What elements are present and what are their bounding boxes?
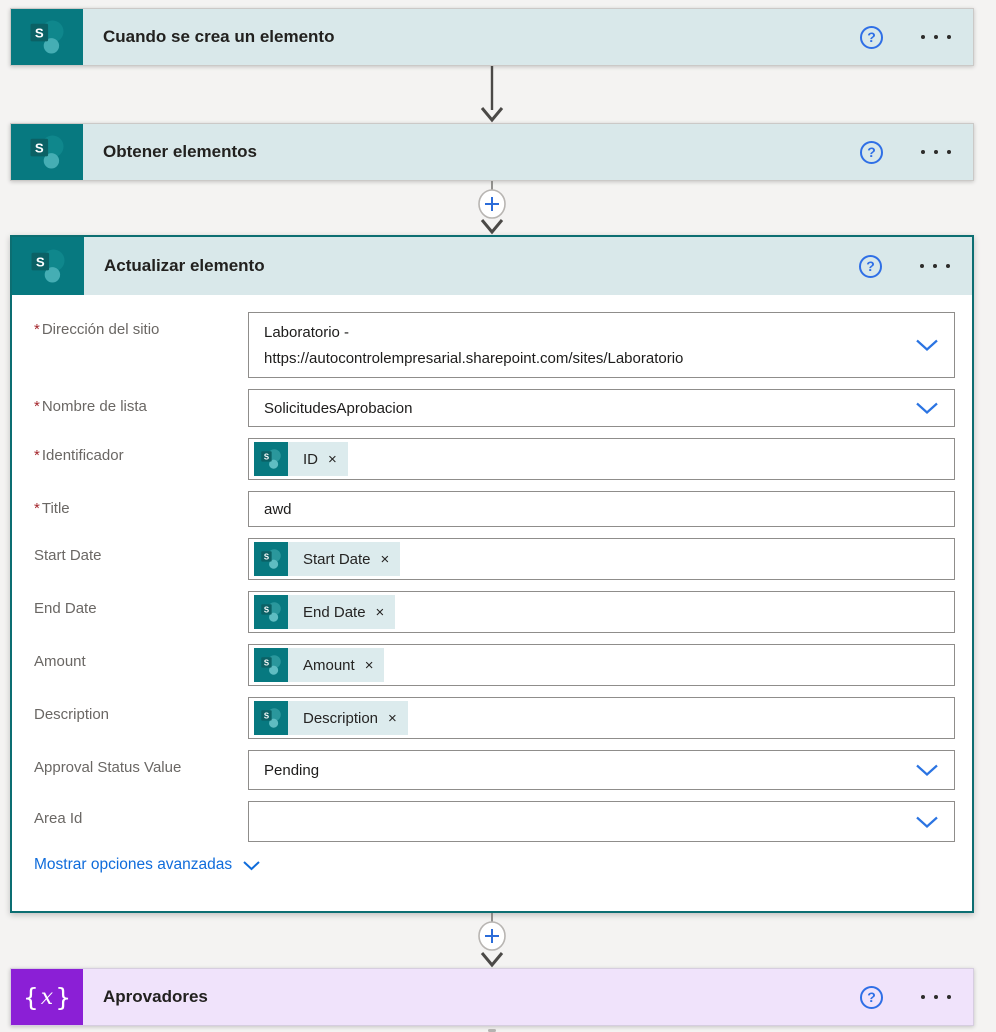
field-label: Description: [34, 706, 110, 723]
dynamic-content-token-amount[interactable]: [254, 648, 384, 682]
action-card-aprovadores[interactable]: [10, 968, 974, 1026]
field-row-start-date: [34, 538, 955, 580]
svg-text:S: S: [263, 452, 270, 462]
sharepoint-icon: [254, 442, 288, 476]
remove-token-icon[interactable]: ×: [364, 656, 374, 674]
chevron-down-icon[interactable]: [915, 402, 939, 415]
remove-token-icon[interactable]: ×: [328, 450, 337, 468]
field-row-description: [34, 697, 955, 739]
remove-token-icon[interactable]: ×: [388, 709, 397, 727]
dynamic-content-token-end-date[interactable]: [254, 595, 395, 629]
field-label: End Date: [34, 600, 97, 617]
field-row-direccion-del-sitio: [34, 312, 955, 378]
svg-text:S: S: [263, 605, 270, 615]
field-row-approval-status-value: [34, 750, 955, 790]
field-row-title: [34, 491, 955, 527]
field-label: * Dirección del sitio: [34, 321, 160, 338]
sharepoint-icon: [11, 9, 83, 65]
trigger-card-cuando-se-crea-un-elemento[interactable]: [10, 8, 974, 66]
dynamic-content-token-description[interactable]: [254, 701, 408, 735]
svg-text:S: S: [263, 711, 270, 721]
action-card-actualizar-elemento[interactable]: [10, 235, 974, 913]
more-options-icon[interactable]: [918, 258, 952, 274]
required-marker: *: [34, 321, 40, 338]
sharepoint-icon: [254, 701, 288, 735]
amount-input[interactable]: [248, 644, 955, 686]
field-label: Area Id: [34, 810, 83, 827]
remove-token-icon[interactable]: ×: [375, 603, 385, 621]
field-row-area-id: [34, 801, 955, 842]
field-row-identificador: [34, 438, 955, 480]
sharepoint-icon: [254, 542, 288, 576]
site-address-dropdown[interactable]: [248, 312, 955, 378]
more-options-icon[interactable]: [919, 989, 953, 1005]
sharepoint-icon: [12, 237, 84, 295]
card-title: Actualizar elemento: [104, 256, 265, 275]
card-title: Aprovadores: [103, 987, 208, 1006]
site-address-value-line2: https://autocontrolempresarial.sharepoint.com/sites/Laboratorio: [264, 349, 684, 367]
help-icon[interactable]: ?: [860, 141, 883, 164]
field-label: * Title: [34, 500, 70, 517]
card-title: Cuando se crea un elemento: [103, 27, 335, 46]
field-label: Approval Status Value: [34, 759, 182, 776]
field-label: * Identificador: [34, 447, 124, 464]
insert-step-button[interactable]: [479, 190, 505, 218]
required-marker: *: [34, 398, 40, 415]
action-card-obtener-elementos[interactable]: [10, 123, 974, 181]
chevron-down-icon: [242, 860, 261, 871]
field-label: Amount: [34, 653, 86, 670]
connector-insert-step: [10, 181, 974, 235]
show-advanced-options-link[interactable]: [34, 856, 261, 874]
card-title: Obtener elementos: [103, 142, 257, 161]
chevron-down-icon[interactable]: [915, 815, 939, 828]
variable-icon: { x }: [11, 969, 83, 1025]
more-options-icon[interactable]: [919, 144, 953, 160]
connector-insert-step: [10, 913, 974, 968]
field-row-amount: [34, 644, 955, 686]
svg-text:S: S: [263, 658, 270, 668]
help-icon[interactable]: ?: [859, 255, 882, 278]
site-address-value-line1: Laboratorio -: [264, 323, 350, 341]
svg-text:S: S: [35, 254, 45, 270]
area-id-dropdown[interactable]: [248, 801, 955, 842]
end-date-input[interactable]: [248, 591, 955, 633]
token-label: Start Date: [303, 550, 371, 568]
token-label: End Date: [303, 603, 366, 621]
required-marker: *: [34, 447, 40, 464]
chevron-down-icon[interactable]: [915, 764, 939, 777]
list-name-dropdown[interactable]: [248, 389, 955, 427]
remove-token-icon[interactable]: ×: [380, 550, 390, 568]
advanced-options-label[interactable]: Mostrar opciones avanzadas: [34, 856, 233, 873]
svg-text:S: S: [34, 140, 44, 156]
help-icon[interactable]: ?: [860, 26, 883, 49]
title-input[interactable]: [248, 491, 955, 527]
id-input[interactable]: [248, 438, 955, 480]
token-label: Amount: [303, 656, 355, 674]
insert-step-button[interactable]: [479, 922, 505, 950]
dynamic-content-token-id[interactable]: [254, 442, 348, 476]
dynamic-content-token-start-date[interactable]: [254, 542, 400, 576]
field-row-end-date: [34, 591, 955, 633]
svg-text:S: S: [34, 25, 44, 41]
help-icon[interactable]: ?: [860, 986, 883, 1009]
svg-text:S: S: [263, 552, 270, 562]
title-value: awd: [264, 500, 292, 518]
field-row-nombre-de-lista: [34, 389, 955, 427]
sharepoint-icon: [254, 648, 288, 682]
approval-status-value: Pending: [264, 761, 320, 779]
token-label: Description: [303, 709, 379, 727]
sharepoint-icon: [11, 124, 83, 180]
required-marker: *: [34, 500, 40, 517]
connector-arrow: [10, 66, 974, 123]
chevron-down-icon[interactable]: [915, 339, 939, 352]
more-options-icon[interactable]: [919, 29, 953, 45]
approval-status-dropdown[interactable]: [248, 750, 955, 790]
token-label: ID: [303, 450, 318, 468]
list-name-value: SolicitudesAprobacion: [264, 399, 413, 417]
field-label: * Nombre de lista: [34, 398, 147, 415]
start-date-input[interactable]: [248, 538, 955, 580]
description-input[interactable]: [248, 697, 955, 739]
field-label: Start Date: [34, 547, 102, 564]
sharepoint-icon: [254, 595, 288, 629]
